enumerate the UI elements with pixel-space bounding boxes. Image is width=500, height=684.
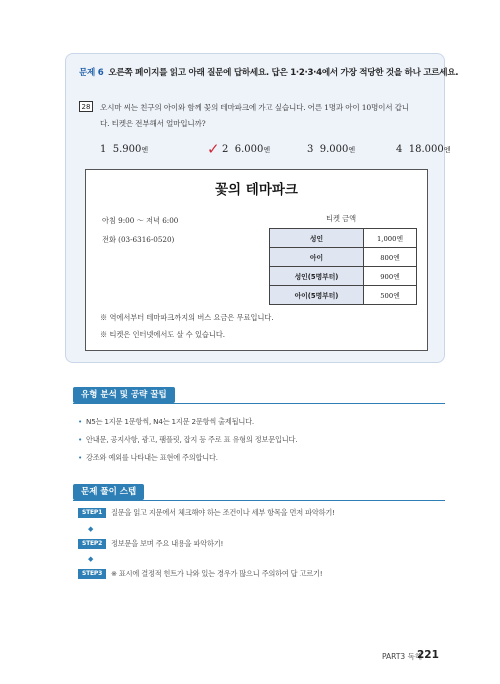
choice-3[interactable]: 3 9.000엔 xyxy=(307,144,356,155)
list-item: • 안내문, 공지사항, 광고, 팸플릿, 잡지 등 주로 표 유형의 정보문입니다. xyxy=(78,435,298,444)
table-row: 성인 1,000엔 xyxy=(270,229,417,248)
question-line-2: 다. 티켓은 전부해서 얼마입니까? xyxy=(100,119,206,128)
analysis-header: 유형 분석 및 공략 꿀팁 xyxy=(73,387,175,403)
question-number: 28 xyxy=(79,101,93,112)
step-1: STEP1 질문을 읽고 지문에서 체크해야 하는 조건이나 세부 항목을 먼저 파악하기! xyxy=(78,508,335,518)
list-item: • 강조와 예외를 나타내는 표현에 주의합니다. xyxy=(78,453,218,462)
steps-divider xyxy=(73,500,445,501)
choice-2[interactable]: 2 6.000엔 xyxy=(222,144,271,155)
problem-heading xyxy=(79,66,458,78)
choice-1[interactable]: 1 5.900엔 xyxy=(100,144,149,155)
answer-choices xyxy=(100,140,451,160)
ad-notes xyxy=(100,309,274,343)
step-3: STEP3 ※ 표시에 결정적 힌트가 나와 있는 경우가 많으니 주의하여 답 고르기! xyxy=(78,569,322,579)
question-line-1: 오시마 씨는 친구의 아이와 함께 꽃의 테마파크에 가고 싶습니다. 어른 1명과 아이 10명이서 갑니 xyxy=(100,103,409,112)
table-row: 성인(5명부터) 900엔 xyxy=(270,267,417,286)
problem-number: 문제 6 xyxy=(79,68,104,78)
table-row: 아이(5명부터) 500엔 xyxy=(270,286,417,305)
step-1-badge: STEP1 xyxy=(78,508,106,518)
analysis-divider xyxy=(73,403,445,404)
ad-title: 꽃의 테마파크 xyxy=(215,182,298,198)
ad-phone: 전화 (03-6316-0520) xyxy=(102,235,175,244)
page-number: 221 xyxy=(417,649,439,661)
table-row: 아이 800엔 xyxy=(270,248,417,267)
price-table xyxy=(269,228,417,305)
footer-section-label: PART3 독해 xyxy=(382,652,423,661)
step-3-badge: STEP3 xyxy=(78,569,106,579)
ad-hours: 아침 9:00 ～ 저녁 6:00 xyxy=(102,216,179,225)
ad-note-2: ※ 티켓은 인터넷에서도 살 수 있습니다. xyxy=(100,330,226,339)
list-item: • N5는 1지문 1문항씩, N4는 1지문 2문항씩 출제됩니다. xyxy=(78,417,254,426)
step-arrow-icon: ◆ xyxy=(88,555,94,563)
step-arrow-icon: ◆ xyxy=(88,525,94,533)
question-text xyxy=(100,100,432,132)
theme-park-ad xyxy=(85,169,428,351)
price-table-title: 티켓 금액 xyxy=(326,214,357,223)
problem-box xyxy=(65,53,459,363)
analysis-tips xyxy=(78,413,297,467)
step-2-badge: STEP2 xyxy=(78,539,106,549)
problem-instruction: 오른쪽 페이지를 읽고 아래 질문에 답하세요. 답은 1·2·3·4에서 가장 적당한 것을 하나 고르세요. xyxy=(108,68,459,78)
steps-header: 문제 풀이 스텝 xyxy=(73,484,144,500)
ad-note-1: ※ 역에서부터 테마파크까지의 버스 요금은 무료입니다. xyxy=(100,313,274,322)
choice-4[interactable]: 4 18.000엔 xyxy=(396,144,451,155)
step-2: STEP2 정보문을 보며 주요 내용을 파악하기! xyxy=(78,539,223,549)
check-mark-icon: ✓ xyxy=(207,140,220,158)
